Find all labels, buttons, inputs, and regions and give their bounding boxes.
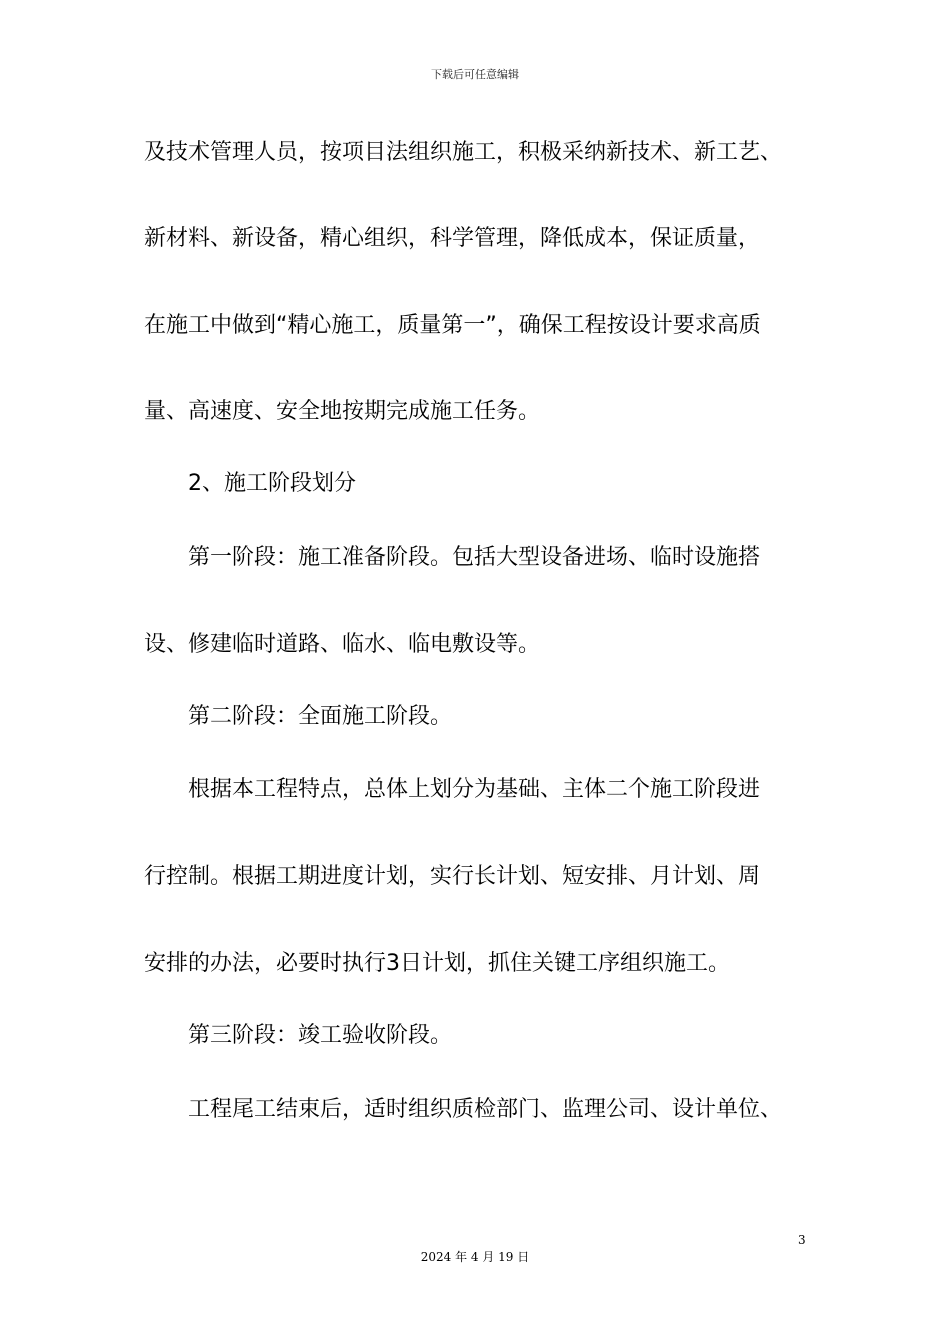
text-line: 第三阶段：竣工验收阶段。	[188, 1023, 453, 1048]
page-number: 3	[798, 1233, 806, 1247]
footer-date: 2024 年 4 月 19 日	[420, 1250, 530, 1264]
text-line: 行控制。根据工期进度计划，实行长计划、短安排、月计划、周	[144, 864, 761, 889]
text-line: 新材料、新设备，精心组织，科学管理，降低成本，保证质量，	[144, 226, 761, 251]
text-line: 根据本工程特点，总体上划分为基础、主体二个施工阶段进	[188, 777, 761, 802]
page-header: 下载后可任意编辑	[431, 68, 519, 81]
text-line: 第二阶段：全面施工阶段。	[188, 704, 453, 729]
text-line: 第一阶段：施工准备阶段。包括大型设备进场、临时设施搭	[188, 545, 761, 570]
text-line: 及技术管理人员，按项目法组织施工，积极采纳新技术、新工艺、	[144, 140, 783, 165]
text-line: 量、高速度、安全地按期完成施工任务。	[144, 399, 541, 424]
text-line: 设、修建临时道路、临水、临电敷设等。	[144, 632, 541, 657]
text-line: 安排的办法，必要时执行3日计划，抓住关键工序组织施工。	[144, 951, 730, 976]
text-line: 在施工中做到“精心施工，质量第一”，确保工程按设计要求高质	[144, 313, 761, 338]
text-line: 工程尾工结束后，适时组织质检部门、监理公司、设计单位、	[188, 1097, 783, 1122]
section-heading: 2、施工阶段划分	[188, 471, 356, 496]
